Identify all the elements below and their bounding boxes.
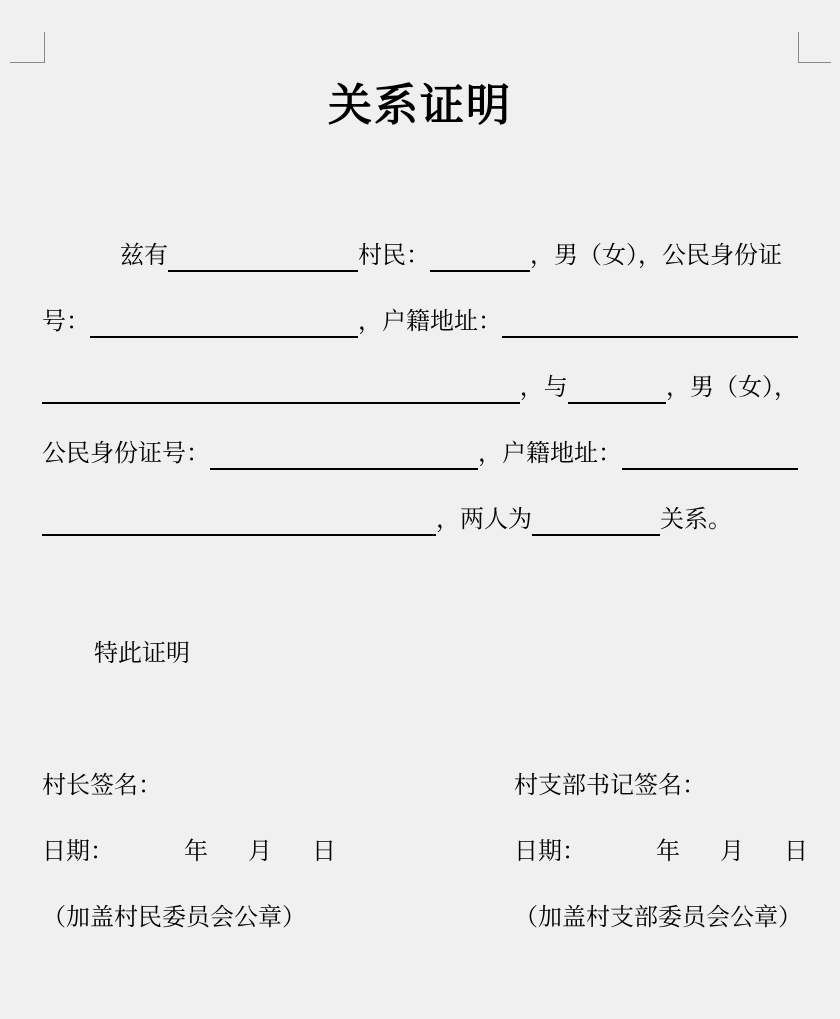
text-prefix: 兹有 [120,241,168,269]
document-title: 关系证明 [328,80,512,131]
blank-address-1a[interactable] [502,308,798,338]
month-label: 月 [720,837,744,865]
text-id-number-label-2: 公民身份证号： [42,439,210,467]
date-label: 日期： [514,837,586,865]
blank-name-1[interactable] [430,242,530,272]
text-address-label-1: ，户籍地址： [358,307,502,335]
corner-mark-top-left [10,32,45,63]
date-label: 日期： [42,837,114,865]
body-line-4 [42,436,798,470]
corner-mark-top-right [798,32,831,63]
year-label: 年 [184,837,208,865]
party-secretary-date [514,834,808,868]
blank-relationship[interactable] [532,506,660,536]
blank-name-2[interactable] [568,374,666,404]
party-branch-seal-note: （加盖村支部委员会公章） [514,903,802,931]
day-label: 日 [312,837,336,865]
party-secretary-sign-label: 村支部书记签名： [514,771,706,799]
year-label: 年 [656,837,680,865]
text-gender-2: ，男（女）， [666,373,798,401]
day-label: 日 [784,837,808,865]
text-relationship-end: 关系。 [660,505,732,533]
blank-id-number-1[interactable] [90,308,358,338]
body-line-5 [42,502,798,536]
text-and: ，与 [519,373,568,401]
text-villager: 村民： [358,241,430,269]
text-relationship: ，两人为 [436,505,532,533]
text-gender-1: ，男（女），公民身份证 [530,241,782,269]
blank-address-1b[interactable] [42,374,520,404]
blank-address-2b[interactable] [42,506,436,536]
text-id-number-label: 号： [42,307,90,335]
body-line-2 [42,304,798,338]
certify-text: 特此证明 [94,639,190,667]
month-label: 月 [248,837,272,865]
village-head-date [42,834,336,868]
blank-address-2a[interactable] [622,440,798,470]
village-head-sign-label: 村长签名： [42,771,162,799]
body-line-3 [42,370,798,404]
blank-village-name[interactable] [168,242,358,272]
blank-id-number-2[interactable] [210,440,478,470]
village-committee-seal-note: （加盖村民委员会公章） [42,903,306,931]
text-address-label-2: ，户籍地址： [478,439,622,467]
body-line-1 [42,238,798,272]
